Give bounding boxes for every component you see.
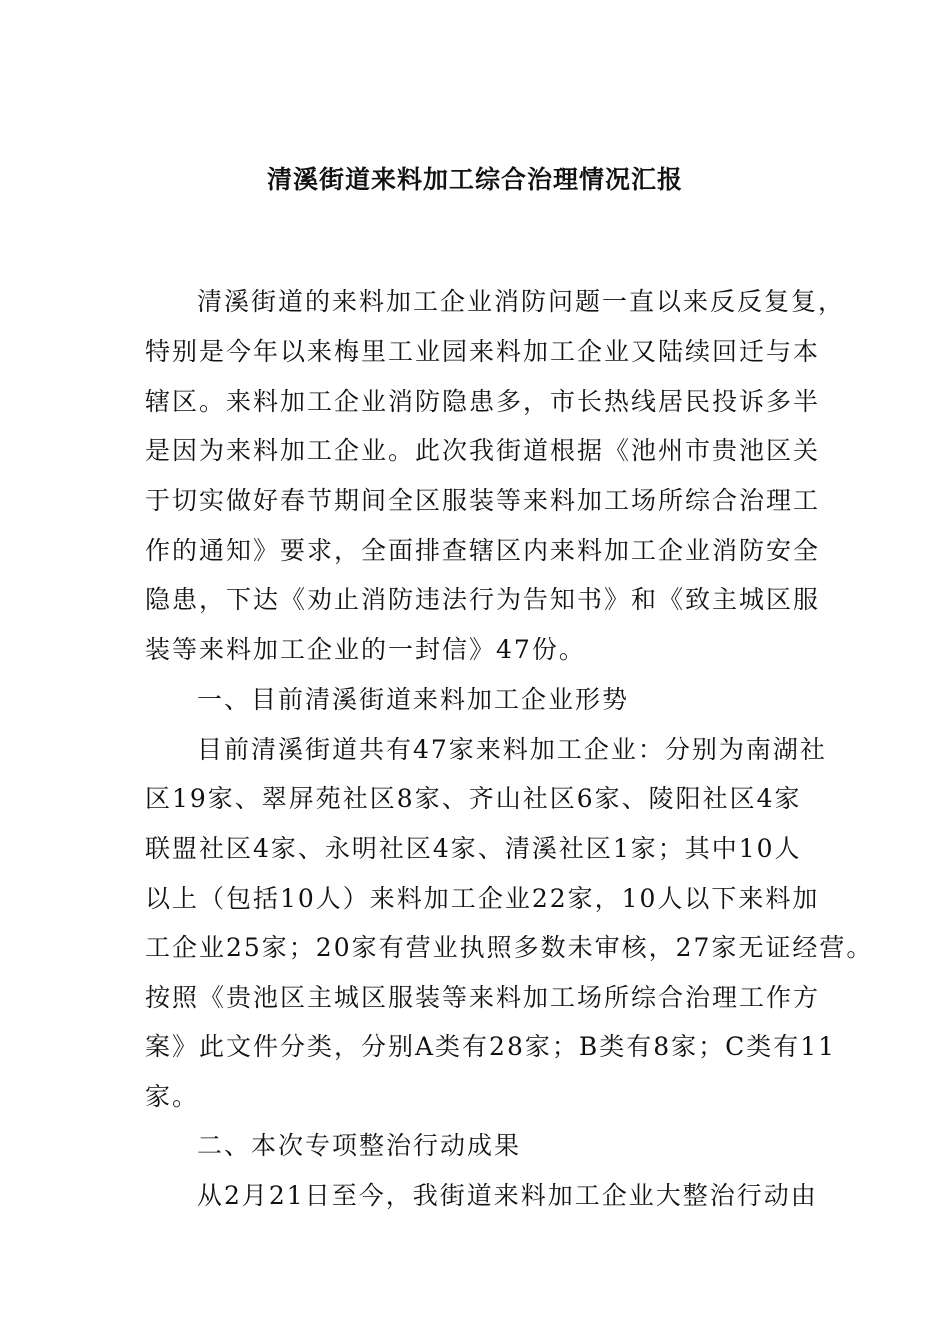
- paragraph-line: 装等来料加工企业的一封信》47份。: [145, 635, 586, 664]
- paragraph-line: 是因为来料加工企业。此次我街道根据《池州市贵池区关: [145, 436, 821, 465]
- paragraph-line: 区19家、翠屏苑社区8家、齐山社区6家、陵阳社区4家: [145, 784, 802, 813]
- section-heading-1: 一、目前清溪街道来料加工企业形势: [197, 685, 630, 714]
- paragraph-line: 家。: [145, 1082, 200, 1111]
- paragraph-line: 联盟社区4家、永明社区4家、清溪社区1家；其中10人: [145, 834, 802, 863]
- paragraph-line: 作的通知》要求，全面排查辖区内来料加工企业消防安全: [145, 536, 821, 565]
- paragraph-line: 按照《贵池区主城区服装等来料加工场所综合治理工作方: [145, 983, 821, 1012]
- paragraph-line: 隐患，下达《劝止消防违法行为告知书》和《致主城区服: [145, 585, 821, 614]
- paragraph-line: 工企业25家；20家有营业执照多数未审核，27家无证经营。: [145, 933, 874, 962]
- paragraph-line: 清溪街道的来料加工企业消防问题一直以来反反复复，: [197, 287, 846, 316]
- paragraph-line: 于切实做好春节期间全区服装等来料加工场所综合治理工: [145, 486, 821, 515]
- document-title: 清溪街道来料加工综合治理情况汇报: [266, 165, 683, 194]
- paragraph-line: 目前清溪街道共有47家来料加工企业：分别为南湖社: [197, 735, 827, 764]
- paragraph-line: 辖区。来料加工企业消防隐患多，市长热线居民投诉多半: [145, 387, 821, 416]
- section-heading-2: 二、本次专项整治行动成果: [197, 1131, 522, 1160]
- paragraph-line: 以上（包括10人）来料加工企业22家，10人以下来料加: [145, 884, 820, 913]
- paragraph-line: 从2月21日至今，我街道来料加工企业大整治行动由: [197, 1181, 818, 1210]
- paragraph-line: 特别是今年以来梅里工业园来料加工企业又陆续回迁与本: [145, 337, 821, 366]
- paragraph-line: 案》此文件分类，分别A类有28家；B类有8家；C类有11: [145, 1032, 837, 1061]
